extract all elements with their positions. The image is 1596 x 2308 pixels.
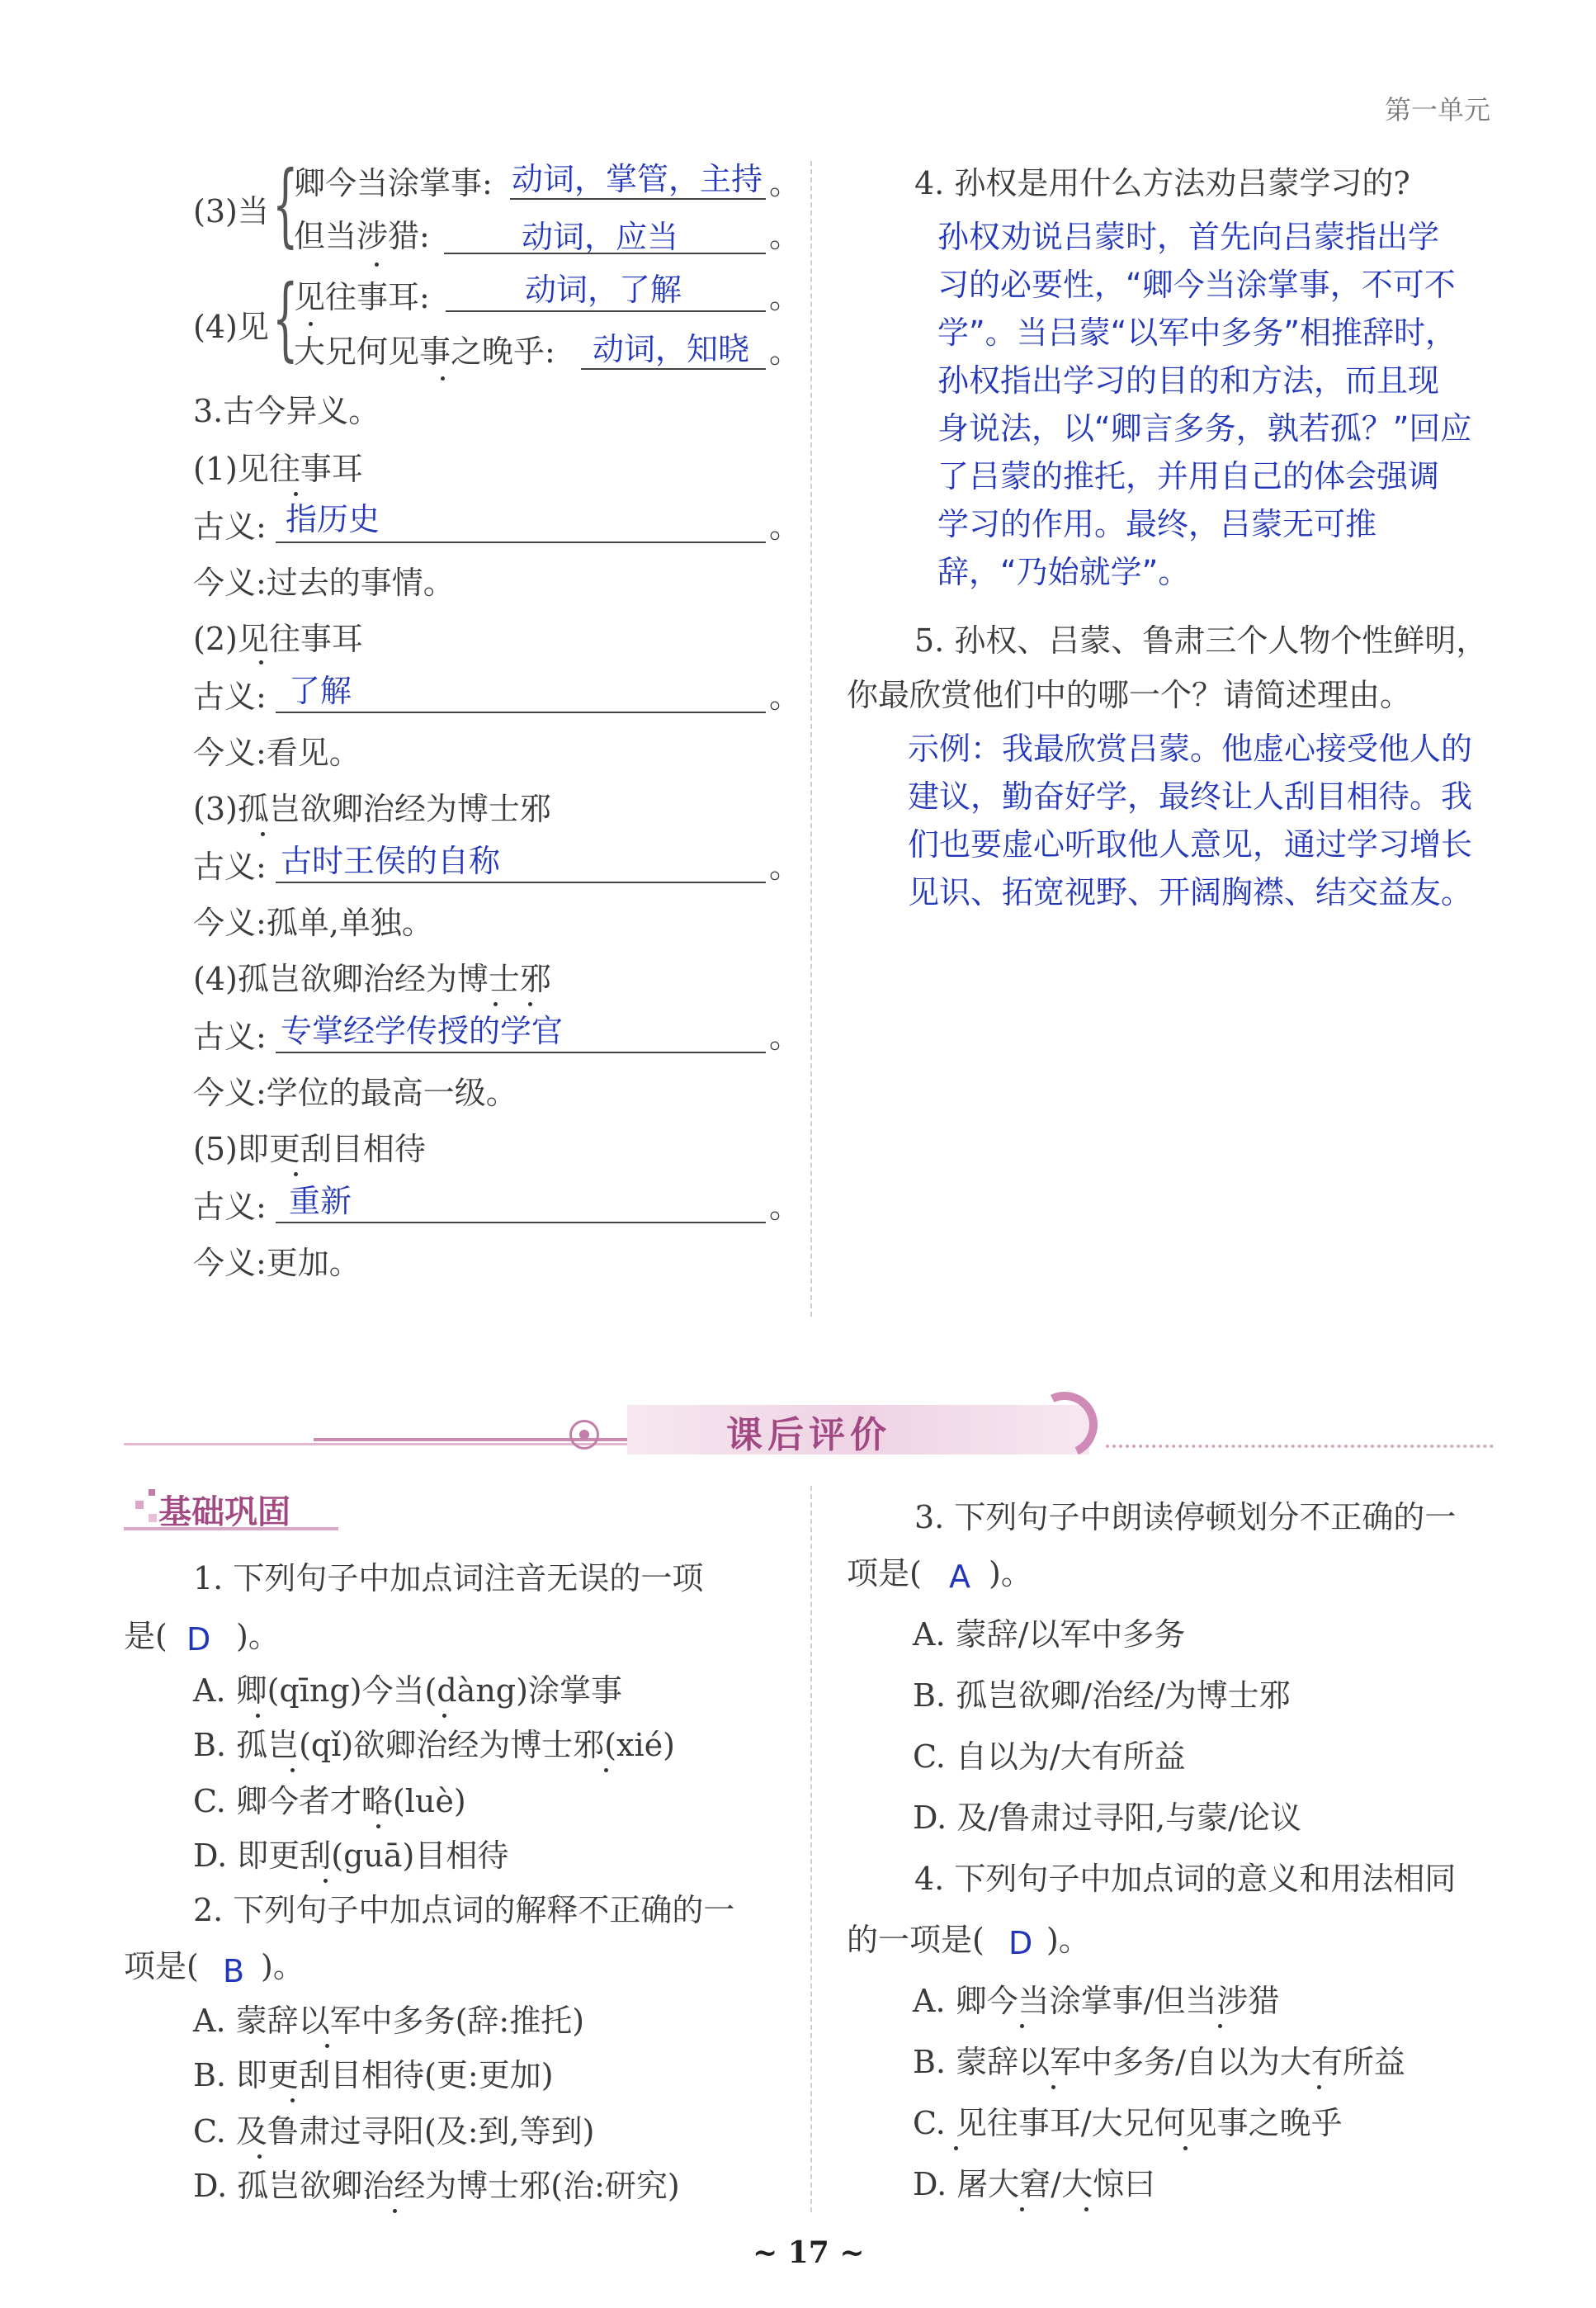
q2-option-a: A. 蒙辞以军中多务(辞:推托) <box>193 2003 585 2039</box>
q4b-answer: D <box>1008 1925 1033 1961</box>
emphasis-dot <box>604 1768 608 1772</box>
entry4-gu-answer: 专掌经学传授的学官 <box>281 1013 564 1049</box>
q3-line1: 3. 下列句子中朗读停顿划分不正确的一 <box>914 1499 1457 1535</box>
q3-option-c: C. 自以为/大有所益 <box>913 1738 1186 1775</box>
gu-label: 古义: <box>193 1019 267 1055</box>
q3-line2-start: 项是( <box>847 1555 922 1591</box>
entry5-jin: 今义:更加。 <box>193 1245 361 1281</box>
entry4-question: (4)孤岂欲卿治经为博士邪 <box>193 961 551 997</box>
answer-underline <box>276 1052 766 1053</box>
q5-answer-line: 们也要虚心听取他人意见，通过学习增长 <box>908 826 1473 863</box>
item3-line2-answer: 动词，应当 <box>522 219 679 255</box>
period: 。 <box>769 333 801 370</box>
gu-label: 古义: <box>193 1189 267 1225</box>
q4-answer-line: 孙权指出学习的目的和方法，而且现 <box>937 362 1440 399</box>
q1-line2-start: 是( <box>124 1618 168 1654</box>
q4-answer-line: 孙权劝说吕蒙时，首先向吕蒙指出学 <box>937 219 1440 255</box>
entry1-question: (1)见往事耳 <box>193 451 363 487</box>
q4b-line1: 4. 下列句子中加点词的意义和用法相同 <box>914 1861 1457 1897</box>
q3-line2-end: )。 <box>989 1555 1032 1591</box>
emphasis-dot <box>1317 2085 1321 2089</box>
q5-answer-line: 建议，勤奋好学，最终让人刮目相待。我 <box>908 778 1473 815</box>
gu-label: 古义: <box>193 849 267 885</box>
q2-option-b: B. 即更刮目相待(更:更加) <box>193 2057 554 2093</box>
q4-answer-line: 身说法，以“卿言多务，孰若孤？”回应 <box>937 410 1472 447</box>
period: 。 <box>769 1189 801 1225</box>
emphasis-dot <box>309 322 313 326</box>
q5-answer-line: 示例：我最欣赏吕蒙。他虚心接受他人的 <box>908 731 1473 767</box>
q2-line2-end: )。 <box>261 1948 305 1984</box>
item4-label: (4)见 <box>193 309 269 345</box>
section3-title: 3.古今异义。 <box>193 393 380 429</box>
emphasis-dot <box>441 376 445 381</box>
emphasis-dot <box>1020 2024 1024 2028</box>
emphasis-dot <box>257 2154 262 2159</box>
banner-line-right <box>1106 1445 1494 1448</box>
column-divider-top <box>810 161 812 1317</box>
q4b-option-d: D. 屠大窘/大惊曰 <box>913 2166 1156 2202</box>
section-label: 基础巩固 <box>158 1492 290 1531</box>
item3-line2-question: 但当涉猎: <box>294 218 430 254</box>
emphasis-dot <box>1084 2207 1088 2211</box>
section-label-box <box>124 1486 338 1535</box>
q1-line1: 1. 下列句子中加点词注音无误的一项 <box>193 1560 704 1596</box>
period: 。 <box>769 1019 801 1055</box>
q5-answer <box>908 725 1472 916</box>
period: 。 <box>769 218 801 254</box>
entry2-jin: 今义:看见。 <box>193 735 361 771</box>
item4-line1-question: 见往事耳: <box>294 279 430 315</box>
q2-line2-start: 项是( <box>124 1948 199 1984</box>
gu-label: 古义: <box>193 508 267 545</box>
emphasis-dot <box>442 1714 446 1718</box>
item3-brace: { <box>272 151 299 257</box>
answer-underline <box>276 1222 766 1223</box>
q5-answer-line: 见识、拓宽视野、开阔胸襟、结交益友。 <box>908 874 1473 910</box>
q2-option-c: C. 及鲁肃过寻阳(及:到,等到) <box>193 2113 595 2150</box>
entry3-jin: 今义:孤单,单独。 <box>193 905 433 941</box>
q1-option-d: D. 即更刮(guā)目相待 <box>193 1837 509 1874</box>
q3-option-a: A. 蒙辞/以军中多务 <box>913 1616 1186 1653</box>
emphasis-dot <box>323 1879 328 1883</box>
item4-brace: { <box>272 265 299 371</box>
q1-option-b: B. 孤岂(qǐ)欲卿治经为博士邪(xié) <box>193 1727 675 1763</box>
entry2-gu-answer: 了解 <box>289 673 352 709</box>
q4b-option-b: B. 蒙辞以军中多务/自以为大有所益 <box>913 2044 1405 2080</box>
item3-line1-answer: 动词，掌管，主持 <box>512 161 763 197</box>
item4-line2-question: 大兄何见事之晚乎: <box>294 333 555 370</box>
unit-header: 第一单元 <box>1385 94 1491 125</box>
emphasis-dot <box>1183 2146 1188 2150</box>
period: 。 <box>769 849 801 885</box>
period: 。 <box>769 508 801 545</box>
entry2-question: (2)见往事耳 <box>193 621 363 657</box>
item3-line1-question: 卿今当涂掌事: <box>294 165 493 201</box>
emphasis-dot <box>325 2044 329 2048</box>
q3-option-d: D. 及/鲁肃过寻阳,与蒙/论议 <box>913 1800 1301 1836</box>
q4b-option-a: A. 卿今当涂掌事/但当涉猎 <box>913 1983 1280 2019</box>
emphasis-dot <box>375 262 379 267</box>
emphasis-dot <box>1020 2207 1024 2211</box>
right-question-5-line2: 你最欣赏他们中的哪一个？请简述理由。 <box>847 677 1412 713</box>
emphasis-dot <box>290 1768 295 1772</box>
period: 。 <box>769 679 801 715</box>
q4-answer-line: 习的必要性，“卿今当涂掌事，不可不 <box>937 267 1456 303</box>
item3-label: (3)当 <box>193 193 269 229</box>
entry1-jin: 今义:过去的事情。 <box>193 565 455 601</box>
column-divider-bottom <box>810 1486 812 2212</box>
entry4-jin: 今义:学位的最高一级。 <box>193 1075 517 1111</box>
q1-line2-end: )。 <box>236 1618 280 1654</box>
answer-underline <box>276 542 766 543</box>
item4-line2-answer: 动词，知晓 <box>593 331 750 367</box>
q4-answer <box>937 213 1471 596</box>
emphasis-dot <box>954 2146 958 2150</box>
right-question-4: 4. 孙权是用什么方法劝吕蒙学习的? <box>914 165 1410 201</box>
q2-line1: 2. 下列句子中加点词的解释不正确的一 <box>193 1892 735 1928</box>
answer-underline <box>444 253 766 254</box>
q4b-line2-start: 的一项是( <box>847 1922 985 1958</box>
q2-option-d: D. 孤岂欲卿治经为博士邪(治:研究) <box>193 2168 680 2204</box>
q3-answer: A <box>949 1558 970 1595</box>
answer-underline <box>446 310 766 312</box>
item4-line1-answer: 动词，了解 <box>525 272 682 308</box>
emphasis-dot <box>1218 2024 1222 2028</box>
target-icon <box>569 1420 599 1450</box>
q1-option-c: C. 卿今者才略(luè) <box>193 1783 466 1819</box>
q4-answer-line: 学”。当吕蒙“以军中多务”相推辞时， <box>937 315 1457 351</box>
answer-underline <box>581 368 766 370</box>
gu-label: 古义: <box>193 679 267 715</box>
q4-answer-line: 辞，“乃始就学”。 <box>937 554 1190 590</box>
entry5-question: (5)即更刮目相待 <box>193 1131 426 1167</box>
entry3-question: (3)孤岂欲卿治经为博士邪 <box>193 791 551 827</box>
banner <box>124 1380 1494 1463</box>
q4b-option-c: C. 见往事耳/大兄何见事之晚乎 <box>913 2105 1343 2141</box>
banner-title: 课后评价 <box>726 1414 891 1456</box>
emphasis-dot <box>290 2098 295 2102</box>
q4-answer-line: 学习的作用。最终，吕蒙无可推 <box>937 506 1377 542</box>
emphasis-dot <box>393 2209 397 2213</box>
entry1-gu-answer: 指历史 <box>286 501 380 537</box>
period: 。 <box>769 279 801 315</box>
entry3-gu-answer: 古时王侯的自称 <box>281 843 501 879</box>
emphasis-dot <box>1051 2085 1055 2089</box>
q4b-line2-end: )。 <box>1046 1922 1090 1958</box>
q1-option-a: A. 卿(qīng)今当(dàng)涂掌事 <box>193 1672 622 1709</box>
answer-underline <box>276 712 766 713</box>
q4-answer-line: 了吕蒙的推托，并用自己的体会强调 <box>937 458 1440 494</box>
q3-option-b: B. 孤岂欲卿/治经/为博士邪 <box>913 1677 1291 1714</box>
answer-underline <box>510 198 766 200</box>
entry5-gu-answer: 重新 <box>289 1183 352 1219</box>
emphasis-dot <box>261 832 265 836</box>
page-number: ~ 17 ~ <box>753 2235 865 2270</box>
answer-underline <box>276 882 766 883</box>
emphasis-dot <box>376 1824 380 1828</box>
right-question-5-line1: 5. 孙权、吕蒙、鲁肃三个人物个性鲜明， <box>914 622 1488 659</box>
emphasis-dot <box>256 1714 260 1718</box>
q2-answer: B <box>223 1953 245 1989</box>
q1-answer: D <box>187 1621 211 1658</box>
emphasis-dot <box>259 660 263 664</box>
period: 。 <box>769 165 801 201</box>
